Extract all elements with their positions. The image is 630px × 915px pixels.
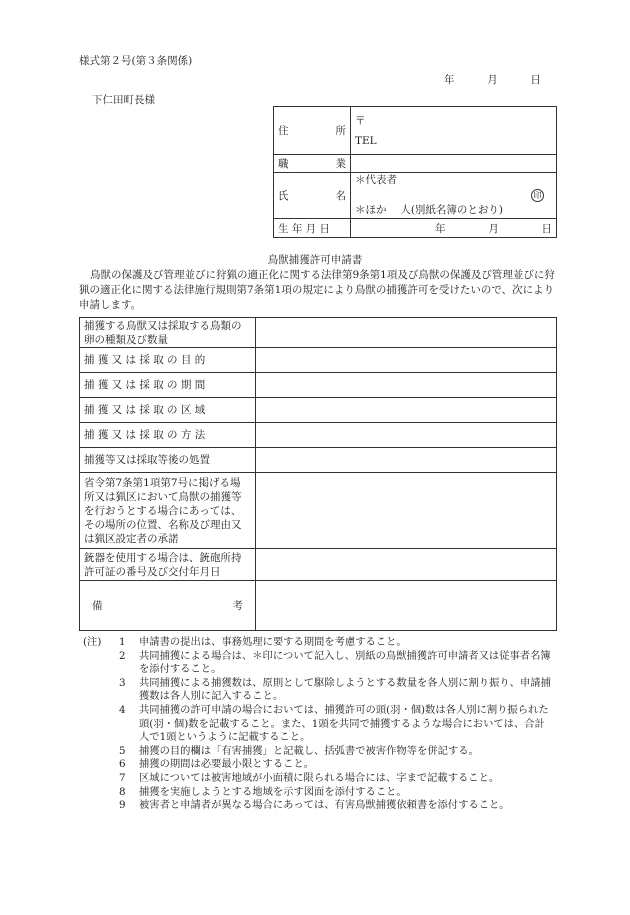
item-label-method: 捕 獲 又 は 採 取 の 方 法 xyxy=(80,423,256,448)
document-title: 鳥獣捕獲許可申請書 xyxy=(267,254,363,266)
note-number: 4 xyxy=(119,703,126,716)
list-item xyxy=(83,758,553,772)
item-value-location[interactable] xyxy=(256,473,557,549)
list-item xyxy=(83,703,556,745)
list-item xyxy=(83,799,553,813)
birth-month-label: 月 xyxy=(488,222,499,235)
item-value-method[interactable] xyxy=(256,423,557,448)
address-label: 住 所 xyxy=(274,107,351,155)
note-number: 1 xyxy=(119,636,126,648)
table-row xyxy=(80,348,557,373)
item-label-disposal: 捕獲等又は採取等後の処置 xyxy=(80,448,256,473)
occupation-field[interactable] xyxy=(351,155,557,173)
tel-label: TEL xyxy=(355,134,377,147)
table-row xyxy=(80,581,557,631)
occupation-row xyxy=(274,155,557,173)
item-value-period[interactable] xyxy=(256,373,557,398)
birthdate-label: 生 年 月 日 xyxy=(274,219,351,238)
item-value-purpose[interactable] xyxy=(256,348,557,373)
postal-mark: 〒 xyxy=(355,114,366,127)
submission-date xyxy=(444,72,541,87)
name-field[interactable] xyxy=(351,173,557,219)
notes-prefix: (注) xyxy=(83,636,102,648)
item-label-period: 捕 獲 又 は 採 取 の 期 間 xyxy=(80,373,256,398)
form-number: 様式第２号(第３条関係) xyxy=(79,55,193,67)
item-value-disposal[interactable] xyxy=(256,448,557,473)
table-row xyxy=(80,423,557,448)
applicant-info-table xyxy=(273,106,557,238)
remarks-right: 考 xyxy=(232,599,243,612)
list-item xyxy=(83,772,553,786)
table-row xyxy=(80,549,557,581)
list-item xyxy=(83,745,553,759)
date-month-label: 月 xyxy=(487,74,498,86)
table-row xyxy=(80,373,557,398)
item-label-area: 捕 獲 又 は 採 取 の 区 域 xyxy=(80,398,256,423)
name-label: 氏 名 xyxy=(274,173,351,219)
note-text: 被害者と申請者が異なる場合にあっては、有害鳥獣捕獲依頼書を添付すること。 xyxy=(139,799,510,812)
notes-section xyxy=(83,636,556,813)
note-text: 捕獲の期間は必要最小限とすること。 xyxy=(139,758,315,771)
occupation-label: 職 業 xyxy=(274,155,351,173)
note-number: 3 xyxy=(119,676,126,689)
note-number: 9 xyxy=(119,799,126,812)
application-items-table xyxy=(79,317,557,631)
item-value-area[interactable] xyxy=(256,398,557,423)
representative-label: ＊代表者 xyxy=(355,174,397,186)
note-number: 7 xyxy=(119,771,126,784)
birthdate-field[interactable] xyxy=(351,219,557,238)
note-text: 区域については被害地域が小面積に限られる場合には、字まで記載すること。 xyxy=(139,771,500,784)
table-row xyxy=(80,448,557,473)
table-row xyxy=(80,473,557,549)
note-text: 捕獲の目的欄は「有害捕獲」と記載し、括弧書で被害作物等を併記する。 xyxy=(139,744,479,757)
date-year-label: 年 xyxy=(444,74,455,86)
note-text: 申請書の提出は、事務処理に要する期間を考慮すること。 xyxy=(139,636,407,648)
list-item xyxy=(83,677,553,704)
list-item xyxy=(83,650,553,677)
item-value-remarks[interactable] xyxy=(256,581,557,631)
item-label-purpose: 捕 獲 又 は 採 取 の 目 的 xyxy=(80,348,256,373)
address-row xyxy=(274,107,557,155)
intro-paragraph: 鳥獣の保護及び管理並びに狩猟の適正化に関する法律第9条第1項及び鳥獣の保護及び管理並びに狩猟の適正化に関する法律施行規則第7条第1項の規定により鳥獣の捕獲許可を受けたいので、次により申請します。 xyxy=(79,269,555,311)
item-value-firearm[interactable] xyxy=(256,549,557,581)
note-number: 8 xyxy=(119,785,126,798)
others-label: ＊ほか 人(別紙名簿のとおり) xyxy=(355,204,504,216)
seal-mark: 印 xyxy=(531,189,544,202)
item-label-species: 捕獲する鳥獣又は採取する鳥類の卵の種類及び数量 xyxy=(80,318,256,348)
birth-day-label: 日 xyxy=(541,222,552,235)
remarks-left: 備 xyxy=(92,599,103,612)
address-field[interactable] xyxy=(351,107,557,155)
date-day-label: 日 xyxy=(530,74,541,86)
item-value-species[interactable] xyxy=(256,318,557,348)
list-item xyxy=(83,786,553,800)
note-text: 共同捕獲による場合は、＊印について記入し、別紙の鳥獣捕獲許可申請者又は従事者名簿を添付すること。 xyxy=(139,649,551,676)
name-row xyxy=(274,173,557,219)
table-row xyxy=(80,398,557,423)
item-label-remarks xyxy=(80,581,256,631)
table-row xyxy=(80,318,557,348)
item-label-location: 省令第7条第1項第7号に掲げる場所又は猟区において鳥獣の捕獲等を行おうとする場合にあっては、その場所の位置、名称及び理由又は猟区設定者の承諾 xyxy=(80,473,256,549)
note-number: 6 xyxy=(119,758,126,771)
note-number: 2 xyxy=(119,649,126,662)
note-text: 共同捕獲による捕獲数は、原則として駆除しようとする数量を各人別に割り振り、申請捕獲数は各人別に記入すること。 xyxy=(139,676,551,703)
note-text: 捕獲を実施しようとする地域を示す図面を添付すること。 xyxy=(139,785,407,798)
addressee: 下仁田町長様 xyxy=(92,94,155,106)
note-text: 共同捕獲の許可申請の場合においては、捕獲許可の頭(羽・個)数は各人別に割り振られた頭(羽・個)数を記載すること。また、1頭を共同で捕獲するような場合においては、合計 人で1頭というように記載すること。 xyxy=(139,703,556,744)
item-label-firearm: 銃器を使用する場合は、銃砲所持許可証の番号及び交付年月日 xyxy=(80,549,256,581)
list-item xyxy=(83,636,553,650)
birthdate-row xyxy=(274,219,557,238)
note-number: 5 xyxy=(119,744,126,757)
birth-year-label: 年 xyxy=(435,222,446,235)
